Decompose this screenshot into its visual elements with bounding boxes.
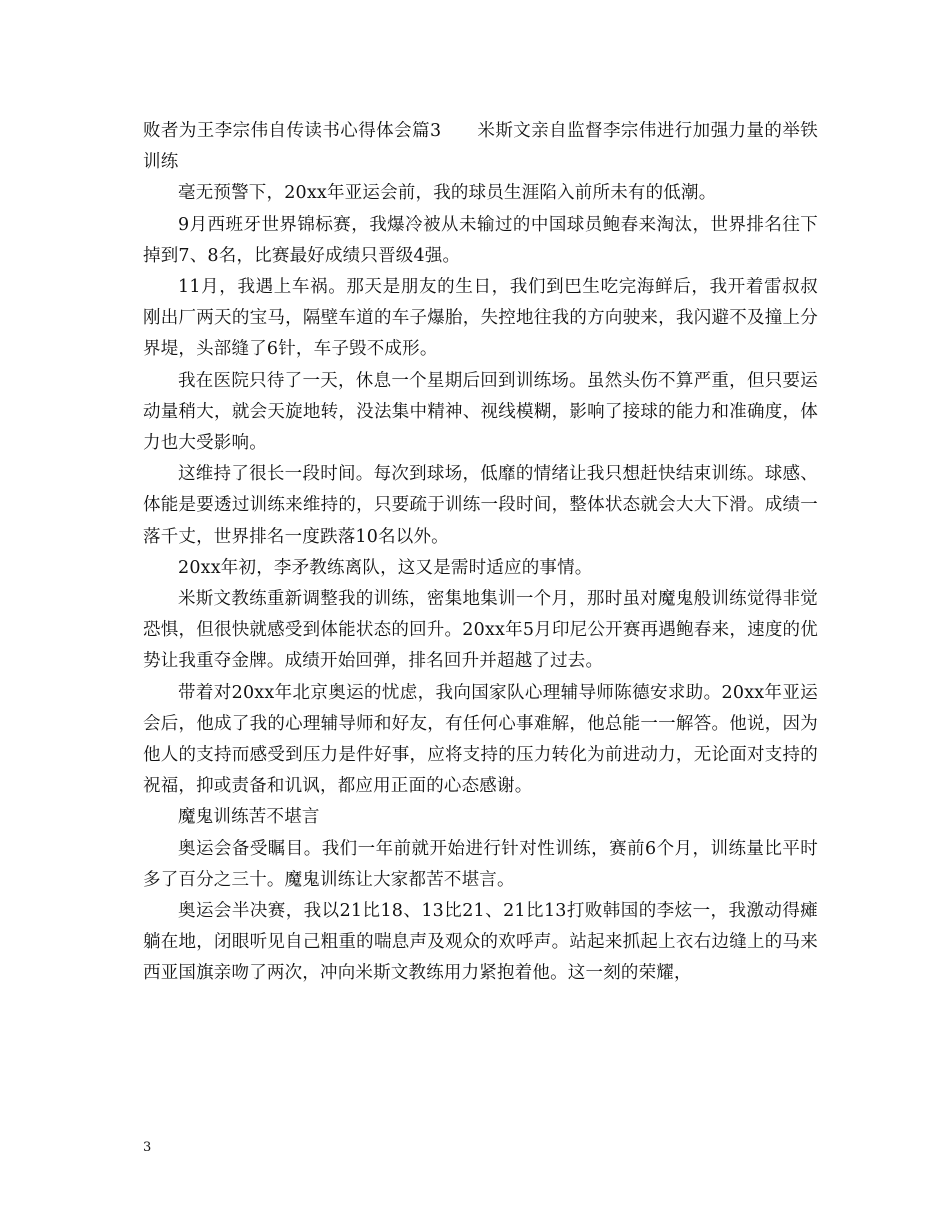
paragraph-9: 奥运会备受瞩目。我们一年前就开始进行针对性训练，赛前6个月，训练量比平时多了百分之三十。魔鬼训练让大家都苦不堪言。: [143, 838, 818, 890]
paragraph-3: 11月，我遇上车祸。那天是朋友的生日，我们到巴生吃完海鲜后，我开着雷叔叔刚出厂两天的宝马，隔壁车道的车子爆胎，失控地往我的方向驶来，我闪避不及撞上分界堤，头部缝了6针，车子毁不成形。: [143, 277, 818, 360]
paragraph-5: 这维持了很长一段时间。每次到球场，低靡的情绪让我只想赶快结束训练。球感、体能是要透过训练来维持的，只要疏于训练一段时间，整体状态就会大大下滑。成绩一落千丈，世界排名一度跌落10名以外。: [143, 464, 818, 547]
paragraph-2: 9月西班牙世界锦标赛，我爆冷被从未输过的中国球员鲍春来淘汰，世界排名往下掉到7、8名，比赛最好成绩只晋级4强。: [143, 214, 818, 266]
section-heading: 魔鬼训练苦不堪言: [178, 807, 320, 828]
paragraph-1: 毫无预警下，20xx年亚运会前，我的球员生涯陷入前所未有的低潮。: [178, 183, 717, 204]
paragraph-7: 米斯文教练重新调整我的训练，密集地集训一个月，那时虽对魔鬼般训练觉得非觉恐惧，但很快就感受到体能状态的回升。20xx年5月印尼公开赛再遇鲍春来，速度的优势让我重夺金牌。成绩开始回弹，排名回升并超越了过去。: [143, 589, 818, 672]
page-number: 3: [143, 1140, 152, 1155]
paragraph-10: 奥运会半决赛，我以21比18、13比21、21比13打败韩国的李炫一，我激动得瘫躺在地，闭眼听见自己粗重的喘息声及观众的欢呼声。站起来抓起上衣右边缝上的马来西亚国旗亲吻了两次，冲向米斯文教练用力紧抱着他。这一刻的荣耀，: [143, 901, 818, 984]
document-body: [143, 116, 818, 990]
document-title: 败者为王李宗伟自传读书心得体会篇3 米斯文亲自监督李宗伟进行加强力量的举铁训练: [143, 121, 818, 173]
paragraph-4: 我在医院只待了一天，休息一个星期后回到训练场。虽然头伤不算严重，但只要运动量稍大，就会天旋地转，没法集中精神、视线模糊，影响了接球的能力和准确度，体力也大受影响。: [143, 370, 818, 454]
paragraph-6: 20xx年初，李矛教练离队，这又是需时适应的事情。: [178, 557, 593, 578]
paragraph-8: 带着对20xx年北京奥运的忧虑，我向国家队心理辅导师陈德安求助。20xx年亚运会后，他成了我的心理辅导师和好友，有任何心事难解，他总能一一解答。他说，因为他人的支持而感受到压力是件好事，应将支持的压力转化为前进动力，无论面对支持的祝福，抑或责备和讥讽，都应用正面的心态感谢。: [143, 682, 818, 797]
